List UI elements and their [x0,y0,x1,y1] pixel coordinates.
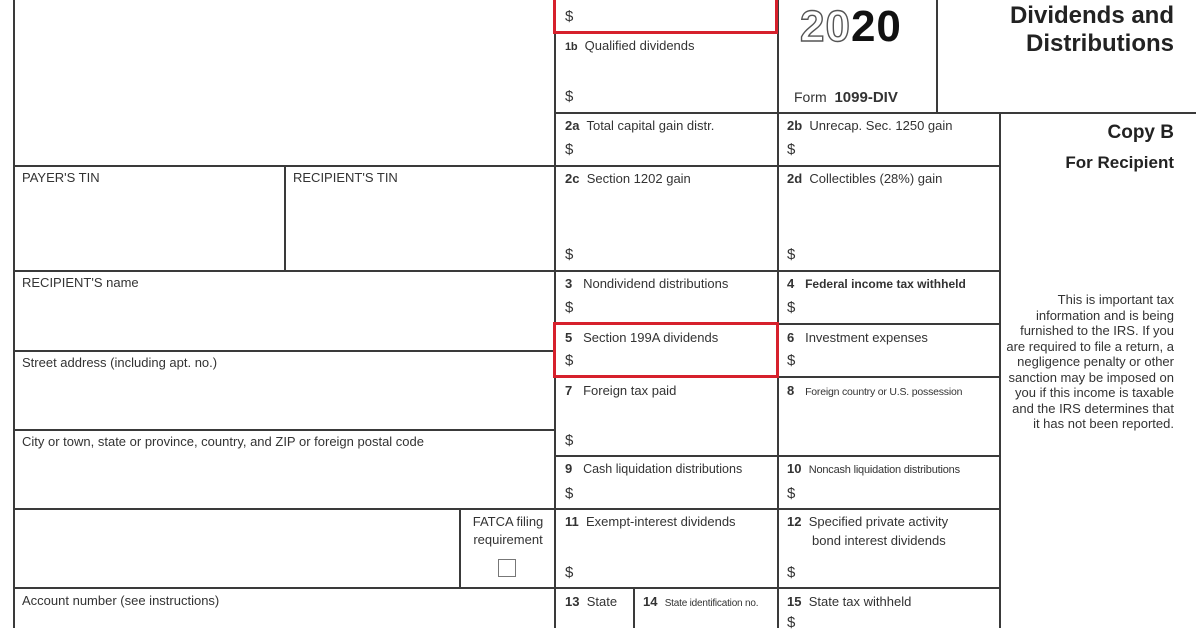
rule [13,350,556,352]
rule [555,508,1000,510]
box-5-number: 5 [565,330,573,345]
box-13-number: 13 [565,594,580,609]
column-divider-right [999,113,1001,628]
tax-year-solid: 20 [850,2,902,51]
tax-year-outline: 20 [800,2,851,51]
box-2d-number: 2d [787,171,803,186]
form-name [794,89,898,106]
rule [459,508,461,588]
box-8-label: Foreign country or U.S. possession [805,386,963,398]
box-7-label: Foreign tax paid [583,383,677,398]
box-2d-label: Collectibles (28%) gain [809,171,943,186]
box-2b [787,118,953,133]
box-3-label: Nondividend distributions [583,276,729,291]
box-2c-number: 2c [565,171,580,186]
rule [555,587,1000,589]
tax-year [800,2,902,52]
box-1b-label: Qualified dividends [584,38,695,53]
fatca-checkbox[interactable] [498,559,516,577]
box-2b-dollar: $ [787,141,796,158]
rule [555,270,1000,272]
fatca-label-line2: requirement [473,532,543,547]
box-2a [565,118,714,133]
box-2c-dollar: $ [565,246,574,263]
box-1b-dollar: $ [565,88,574,105]
box-13 [565,594,617,609]
rule [555,112,1196,114]
form-title [1010,2,1174,58]
important-tax-notice: This is important tax information and is being furnished to the IRS. If you are required to file a return, a negligence penalty or other sanction may be imposed on you if this income is taxable and the IRS determines that it has not been reported. [1006,292,1174,431]
rule [555,165,1000,167]
box-11-dollar: $ [565,564,574,581]
street-address-label: Street address (including apt. no.) [22,355,218,370]
form-left-border [13,0,15,628]
box-2b-label: Unrecap. Sec. 1250 gain [809,118,953,133]
copy-label: Copy B [1107,122,1174,143]
box-2a-dollar: $ [565,141,574,158]
box-2a-number: 2a [565,118,580,133]
account-number-label: Account number (see instructions) [22,593,220,608]
form-prefix: Form [794,89,827,105]
rule [13,508,556,510]
recipient-name-label: RECIPIENT'S name [22,275,139,290]
box-4-number: 4 [787,276,795,291]
rule [555,455,1000,457]
recipient-tin-label: RECIPIENT'S TIN [293,170,398,185]
column-divider-middle [777,0,779,628]
box-3-number: 3 [565,276,573,291]
box-1a-dollar: $ [565,8,574,25]
box-2c [565,171,691,186]
box-6-number: 6 [787,330,795,345]
box-15-dollar: $ [787,614,796,631]
box-2d-dollar: $ [787,246,796,263]
box-9-label: Cash liquidation distributions [583,462,743,476]
box-15-label: State tax withheld [808,594,912,609]
box-8 [787,383,962,400]
box-9 [565,461,742,477]
box-5 [565,330,718,345]
highlight-box-1a [553,0,778,34]
box-15 [787,594,911,609]
box-12 [787,514,948,548]
rule [13,270,556,272]
box-1b-number: 1b [565,41,578,53]
box-4 [787,276,966,292]
box-14-number: 14 [643,594,658,609]
box-6 [787,330,928,345]
box-9-dollar: $ [565,485,574,502]
fatca-label-line1: FATCA filing [472,514,544,529]
box-12-label-line2: bond interest dividends [812,533,946,548]
box-10-label: Noncash liquidation distributions [808,464,960,476]
box-12-number: 12 [787,514,802,529]
box-2d [787,171,942,186]
box-2c-label: Section 1202 gain [586,171,691,186]
form-title-line2: Distributions [1026,30,1174,57]
box-11 [565,514,736,529]
box-10-dollar: $ [787,485,796,502]
box-7 [565,383,676,398]
box-3-dollar: $ [565,299,574,316]
box-1b [565,38,695,55]
box-14 [643,594,758,611]
form-title-line1: Dividends and [1009,2,1174,29]
box-10 [787,461,960,478]
box-12-label-line1: Specified private activity [808,514,949,529]
box-5-label: Section 199A dividends [583,330,719,345]
box-6-label: Investment expenses [805,330,928,345]
box-13-label: State [586,594,618,609]
payer-tin-label: PAYER'S TIN [22,170,100,185]
box-15-number: 15 [787,594,802,609]
box-11-number: 11 [565,514,579,529]
box-7-dollar: $ [565,432,574,449]
box-4-dollar: $ [787,299,796,316]
form-number: 1099-DIV [834,89,898,106]
rule [13,587,556,589]
year-box-divider [936,0,938,112]
box-2a-label: Total capital gain distr. [586,118,715,133]
column-divider-left [554,0,556,628]
city-label: City or town, state or province, country, and ZIP or foreign postal code [22,434,424,449]
box-10-number: 10 [787,461,802,476]
for-recipient-label: For Recipient [1065,153,1174,172]
box-14-label: State identification no. [664,598,759,609]
box-2b-number: 2b [787,118,803,133]
rule [284,165,286,271]
rule [13,429,556,431]
box-4-label: Federal income tax withheld [805,277,966,291]
rule [633,587,635,628]
fatca-label [463,514,553,547]
box-6-dollar: $ [787,352,796,369]
box-8-number: 8 [787,383,795,398]
box-7-number: 7 [565,383,573,398]
box-12-dollar: $ [787,564,796,581]
box-9-number: 9 [565,461,573,476]
box-5-dollar: $ [565,352,574,369]
box-3 [565,276,728,291]
box-11-label: Exempt-interest dividends [585,514,736,529]
